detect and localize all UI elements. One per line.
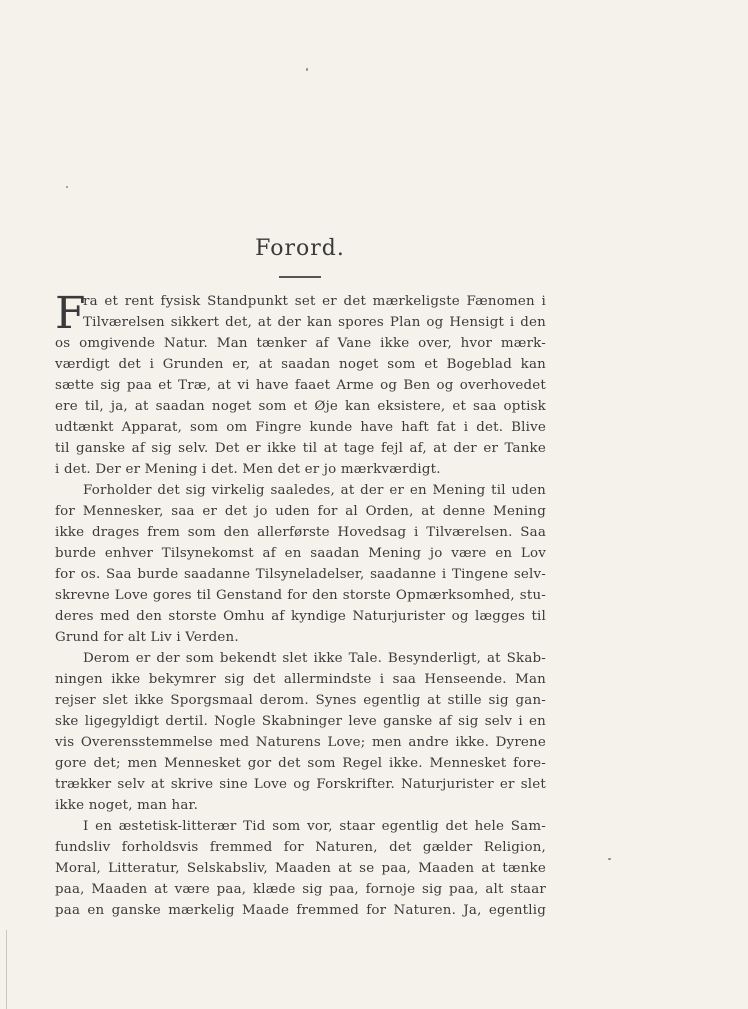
text-line: for os. Saa burde saadanne Tilsyneladelser, saadanne i Tingene selv- (55, 567, 546, 582)
text-line: for Mennesker, saa er det jo uden for al Orden, at denne Mening (55, 504, 546, 519)
text-line: Tilværelsen sikkert det, at der kan spores Plan og Hensigt i den (83, 315, 546, 330)
text-line: ningen ikke bekymrer sig det allermindste i saa Henseende. Man (55, 672, 546, 687)
text-line: Derom er der som bekendt slet ikke Tale. Besynderligt, at Skab- (83, 651, 546, 666)
text-line: I en æstetisk-litterær Tid som vor, staar egentlig det hele Sam- (83, 819, 546, 834)
text-line: ikke drages frem som den allerførste Hovedsag i Tilværelsen. Saa (55, 525, 546, 540)
paragraph (55, 648, 546, 816)
paper-speck (66, 186, 68, 188)
text-line: Moral, Litteratur, Selskabsliv, Maaden at se paa, Maaden at tænke (55, 861, 546, 876)
text-line: rejser slet ikke Sporgsmaal derom. Synes egentlig at stille sig gan- (55, 693, 546, 708)
paragraph (55, 816, 546, 921)
body-text (55, 288, 546, 921)
text-line: skrevne Love gores til Genstand for den storste Opmærksomhed, stu- (55, 588, 546, 603)
text-line: værdigt det i Grunden er, at saadan noget som et Bogeblad kan (55, 357, 546, 372)
text-line: gore det; men Mennesket gor det som Regel ikke. Mennesket fore- (55, 756, 546, 771)
text-line: vis Overensstemmelse med Naturens Love; men andre ikke. Dyrene (55, 735, 546, 750)
text-line: burde enhver Tilsynekomst af en saadan Mening jo være en Lov (55, 546, 546, 561)
text-line: i det. Der er Mening i det. Men det er jo mærkværdigt. (55, 462, 441, 477)
text-line: Grund for alt Liv i Verden. (55, 630, 239, 645)
text-line: udtænkt Apparat, som om Fingre kunde have haft fat i det. Blive (55, 420, 546, 435)
page-edge-shadow (6, 930, 7, 1009)
text-line: os omgivende Natur. Man tænker af Vane ikke over, hvor mærk- (55, 336, 546, 351)
text-line: paa, Maaden at være paa, klæde sig paa, fornoje sig paa, alt staar (55, 882, 546, 897)
text-line: ere til, ja, at saadan noget som et Øje kan eksistere, et saa optisk (55, 399, 546, 414)
paragraph (55, 480, 546, 648)
text-line: ske ligegyldigt dertil. Nogle Skabninger leve ganske af sig selv i en (55, 714, 546, 729)
title-underline (279, 276, 321, 278)
text-line: trækker selv at skrive sine Love og Forskrifter. Naturjurister er slet (55, 777, 546, 792)
text-line: ra et rent fysisk Standpunkt set er det mærkeligste Fænomen i (83, 294, 546, 309)
text-line: ikke noget, man har. (55, 798, 199, 813)
text-line: til ganske af sig selv. Det er ikke til at tage fejl af, at der er Tanke (55, 441, 546, 456)
text-line: sætte sig paa et Træ, at vi have faaet Arme og Ben og overhovedet (55, 378, 546, 393)
paragraph (55, 288, 546, 480)
text-line: deres med den storste Omhu af kyndige Naturjurister og lægges til (55, 609, 546, 624)
text-line: paa en ganske mærkelig Maade fremmed for Naturen. Ja, egentlig (55, 903, 546, 918)
text-line: Forholder det sig virkelig saaledes, at der er en Mening til uden (83, 483, 546, 498)
page-title: Forord. (255, 236, 345, 261)
paper-speck (608, 858, 611, 860)
text-line: fundsliv forholdsvis fremmed for Naturen, det gælder Religion, (55, 840, 546, 855)
paper-speck (306, 68, 308, 71)
drop-cap: F (55, 288, 86, 339)
